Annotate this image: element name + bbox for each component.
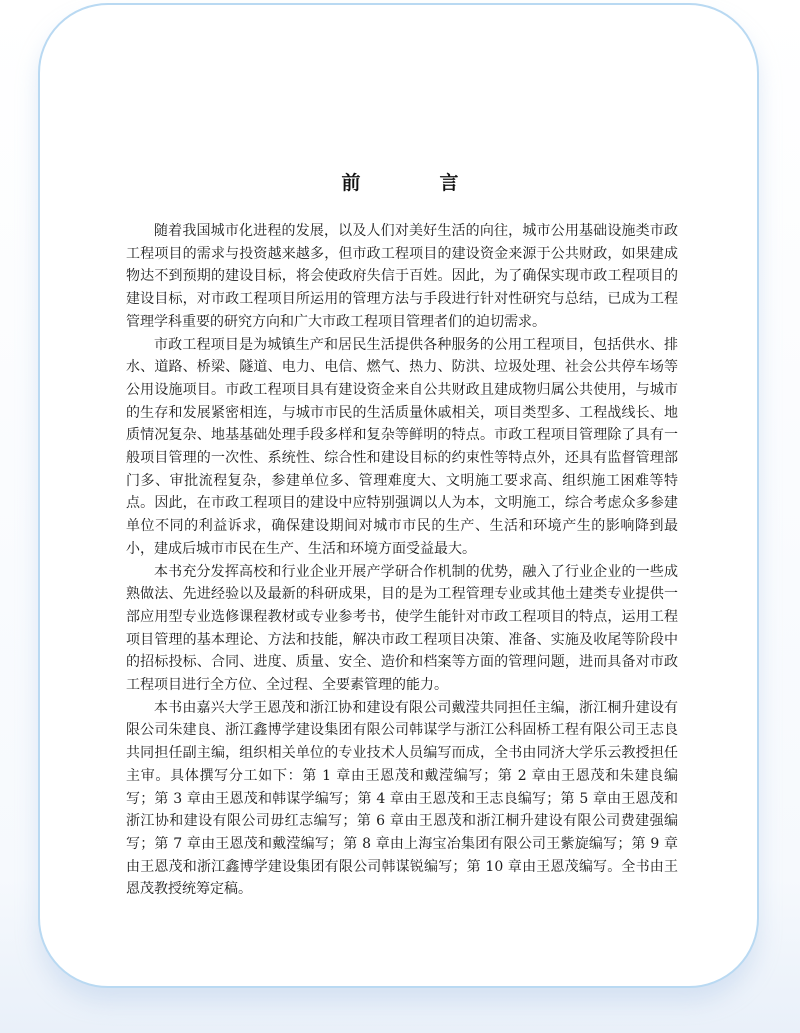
paragraph-4: 本书由嘉兴大学王恩茂和浙江协和建设有限公司戴滢共同担任主编，浙江桐升建设有限公司朱建良、浙江鑫博学建设集团有限公司韩谋学与浙江公科固桥工程有限公司王志良共同担任副主编，组织相关单位的专业技术人员编写而成，全书由同济大学乐云教授担任主审。具体撰写分工如下：第 1 章由王恩茂和戴滢编写；第 2 章由王恩茂和朱建良编写；第 3 章由王恩茂和韩谋学编写；第 4 章由王恩茂和王志良编写；第 5 章由王恩茂和浙江协和建设有限公司毋红志编写；第 6 章由王恩茂和浙江桐升建设有限公司费建强编写；第 7 章由王恩茂和戴滢编写；第 8 章由上海宝冶集团有限公司王紫旋编写；第 9 章由王恩茂和浙江鑫博学建设集团有限公司韩谋锐编写；第 10 章由王恩茂编写。全书由王恩茂教授统筹定稿。 [126,699,678,898]
paragraph-2: 市政工程项目是为城镇生产和居民生活提供各种服务的公用工程项目，包括供水、排水、道路、桥梁、隧道、电力、电信、燃气、热力、防洪、垃圾处理、社会公共停车场等公用设施项目。市政工程项目具有建设资金来自公共财政且建成物归属公共使用，与城市的生存和发展紧密相连，与城市市民的生活质量休戚相关，项目类型多、工程战线长、地质情况复杂、地基基础处理手段多样和复杂等鲜明的特点。市政工程项目管理除了具有一般项目管理的一次性、系统性、综合性和建设目标的约束性等特点外，还具有监督管理部门多、审批流程复杂，参建单位多、管理难度大、文明施工要求高、组织施工困难等特点。因此，在市政工程项目的建设中应特别强调以人为本，文明施工，综合考虑众多参建单位不同的利益诉求，确保建设期间对城市市民的生产、生活和环境产生的影响降到最小，建成后城市市民在生产、生活和环境方面受益最大。 [126,336,678,557]
preface-body [126,220,678,901]
paragraph-3: 本书充分发挥高校和行业企业开展产学研合作机制的优势，融入了行业企业的一些成熟做法、先进经验以及最新的科研成果，目的是为工程管理专业或其他土建类专业提供一部应用型专业选修课程教材或专业参考书，使学生能针对市政工程项目的特点，运用工程项目管理的基本理论、方法和技能，解决市政工程项目决策、准备、实施及收尾等阶段中的招标投标、合同、进度、质量、安全、造价和档案等方面的管理问题，进而具备对市政工程项目进行全方位、全过程、全要素管理的能力。 [126,563,678,694]
page-title: 前 言 [341,172,489,194]
paragraph-1: 随着我国城市化进程的发展，以及人们对美好生活的向往，城市公用基础设施类市政工程项目的需求与投资越来越多，但市政工程项目的建设资金来源于公共财政，如果建成物达不到预期的建设目标，将会使政府失信于百姓。因此，为了确保实现市政工程项目的建设目标，对市政工程项目所运用的管理方法与手段进行针对性研究与总结，已成为工程管理学科重要的研究方向和广大市政工程项目管理者们的迫切需求。 [126,223,678,330]
